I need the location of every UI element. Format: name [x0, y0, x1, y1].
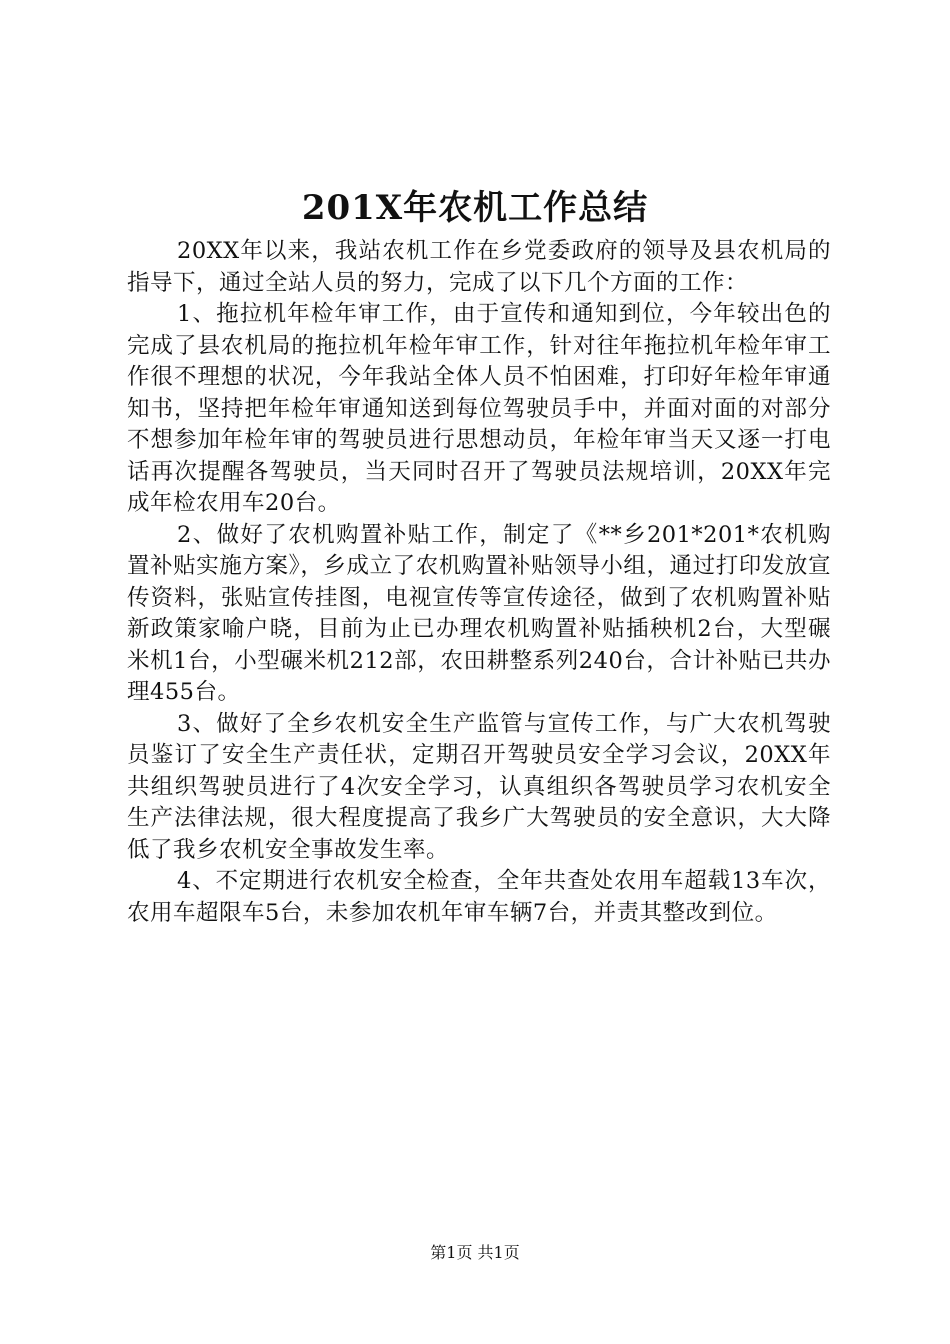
section-2-paragraph: 2、做好了农机购置补贴工作，制定了《**乡201*201*农机购置补贴实施方案》，乡成立了农机购置补贴领导小组，通过打印发放宣传资料，张贴宣传挂图，电视宣传等宣传途径，做到了农机购置补贴新政策家喻户晓，目前为止已办理农机购置补贴插秧机2台，大型碾米机1台，小型碾米机212部，农田耕整系列240台，合计补贴已共办理455台。: [127, 521, 831, 705]
document-title: 201X年农机工作总结: [301, 188, 649, 228]
page-number-footer: 第1页 共1页: [430, 1243, 520, 1262]
document-body: [127, 236, 831, 929]
intro-paragraph: 20XX年以来，我站农机工作在乡党委政府的领导及县农机局的指导下，通过全站人员的努力，完成了以下几个方面的工作：: [127, 238, 831, 296]
section-1-paragraph: 1、拖拉机年检年审工作，由于宣传和通知到位，今年较出色的完成了县农机局的拖拉机年检年审工作，针对往年拖拉机年检年审工作很不理想的状况，今年我站全体人员不怕困难，打印好年检年审通知书，坚持把年检年审通知送到每位驾驶员手中，并面对面的对部分不想参加年检年审的驾驶员进行思想动员，年检年审当天又逐一打电话再次提醒各驾驶员，当天同时召开了驾驶员法规培训，20XX年完成年检农用车20台。: [127, 301, 831, 516]
section-4-paragraph: 4、不定期进行农机安全检查，全年共查处农用车超载13车次，农用车超限车5台，未参加农机年审车辆7台，并责其整改到位。: [127, 868, 831, 926]
section-3-paragraph: 3、做好了全乡农机安全生产监管与宣传工作，与广大农机驾驶员鉴订了安全生产责任状，定期召开驾驶员安全学习会议，20XX年共组织驾驶员进行了4次安全学习，认真组织各驾驶员学习农机安全生产法律法规，很大程度提高了我乡广大驾驶员的安全意识，大大降低了我乡农机安全事故发生率。: [127, 710, 831, 863]
